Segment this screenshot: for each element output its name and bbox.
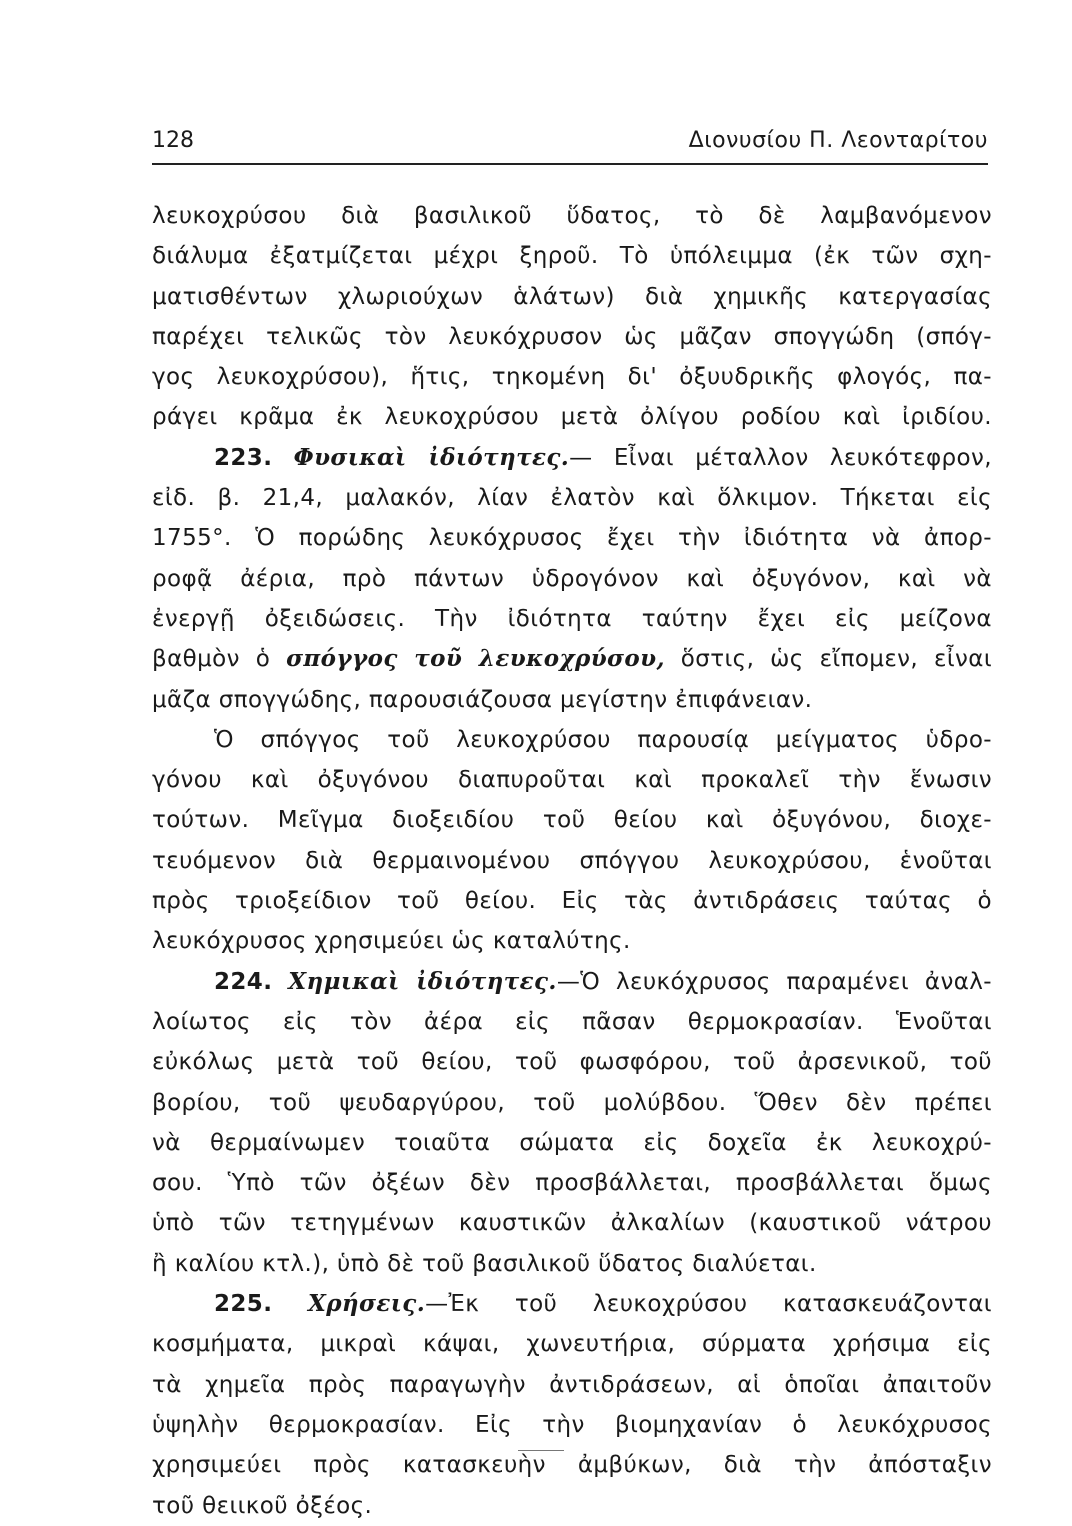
text-line: παρέχει τελικῶς τὸν λευκόχρυσον ὡς μᾶζαν σπογγώδη (σπόγ- [152, 323, 992, 350]
text-span: —Ὁ λευκόχρυσος παραμένει ἀναλ- [556, 968, 993, 995]
section-225-heading-line [152, 1284, 992, 1324]
section-number: 225. [214, 1291, 273, 1318]
text-line: λευκόχρυσος χρησιμεύει ὡς καταλύτης. [152, 928, 631, 955]
text-line: πρὸς τριοξείδιον τοῦ θείου. Εἰς τὰς ἀντιδράσεις ταύτας ὁ [152, 888, 992, 915]
text-line: ματισθέντων χλωριούχων ἁλάτων) διὰ χημικῆς κατεργασίας [152, 283, 992, 310]
section-title: Χημικαὶ ἰδιότητες. [288, 967, 557, 995]
emphasized-term: σπόγγος τοῦ λευκοχρύσου, [286, 645, 665, 673]
text-line: εὐκόλως μετὰ τοῦ θείου, τοῦ φωσφόρου, τοῦ ἀρσενικοῦ, τοῦ [152, 1049, 992, 1076]
text-line [152, 639, 992, 679]
text-line: ἢ καλίου κτλ.), ὑπὸ δὲ τοῦ βασιλικοῦ ὕδατος διαλύεται. [152, 1250, 817, 1277]
text-line: χρησιμεύει πρὸς κατασκευὴν ἀμβύκων, διὰ τὴν ἀπόσταξιν [152, 1452, 992, 1479]
text-line: λευκοχρύσου διὰ βασιλικοῦ ὕδατος, τὸ δὲ λαμβανόμενον [152, 203, 992, 229]
section-224-heading-line [152, 962, 992, 1002]
text-line: κοσμήματα, μικραὶ κάψαι, χωνευτήρια, σύρματα χρήσιμα εἰς [152, 1331, 992, 1358]
text-line: ὑψηλὴν θερμοκρασίαν. Εἰς τὴν βιομηχανίαν ὁ λευκόχρυσος [152, 1411, 992, 1438]
text-span: ὅστις, ὡς εἴπομεν, εἶναι [664, 646, 992, 673]
text-line: τὰ χημεῖα πρὸς παραγωγὴν ἀντιδράσεων, αἱ ὁποῖαι ἀπαιτοῦν [152, 1371, 992, 1398]
text-line: ὑπὸ τῶν τετηγμένων καυστικῶν ἀλκαλίων (καυστικοῦ νάτρου [152, 1210, 992, 1237]
running-head: Διονυσίου Π. Λεονταρίτου [688, 128, 988, 153]
text-line: σου. Ὑπὸ τῶν ὀξέων δὲν προσβάλλεται, προσβάλλεται ὅμως [152, 1170, 992, 1197]
text-line: μᾶζα σπογγώδης, παρουσιάζουσα μεγίστην ἐπιφάνειαν. [152, 686, 813, 713]
page-header [152, 128, 988, 160]
section-title: Χρήσεις. [307, 1290, 426, 1318]
page-number: 128 [152, 128, 194, 153]
text-line: Ὁ σπόγγος τοῦ λευκοχρύσου παρουσίᾳ μείγματος ὑδρο- [214, 726, 992, 753]
text-line: διάλυμα ἐξατμίζεται μέχρι ξηροῦ. Τὸ ὑπόλειμμα (ἐκ τῶν σχη- [152, 243, 992, 270]
text-line: ράγει κρᾶμα ἐκ λευκοχρύσου μετὰ ὀλίγου ροδίου καὶ ἰριδίου. [152, 404, 992, 431]
text-line: νὰ θερμαίνωμεν τοιαῦτα σώματα εἰς δοχεῖα ἐκ λευκοχρύ- [152, 1129, 992, 1156]
text-span: —Ἐκ τοῦ λευκοχρύσου κατασκευάζονται [425, 1291, 992, 1318]
text-line: 1755°. Ὁ πορώδης λευκόχρυσος ἔχει τὴν ἰδιότητα νὰ ἀπορ- [152, 525, 992, 552]
text-line: ἐνεργῇ ὀξειδώσεις. Τὴν ἰδιότητα ταύτην ἔχει εἰς μείζονα [152, 605, 992, 632]
section-number: 224. [214, 968, 273, 995]
section-title: Φυσικαὶ ἰδιότητες. [293, 443, 570, 471]
section-223-heading-line [152, 438, 992, 478]
text-line: τούτων. Μεῖγμα διοξειδίου τοῦ θείου καὶ ὀξυγόνου, διοχε- [152, 807, 992, 834]
text-span: βαθμὸν ὁ [152, 646, 287, 673]
text-line: βορίου, τοῦ ψευδαργύρου, τοῦ μολύβδου. Ὅθεν δὲν πρέπει [152, 1089, 992, 1116]
header-rule [152, 163, 988, 165]
footer-rule [518, 1450, 564, 1451]
body-text [152, 196, 992, 1526]
text-line: γος λευκοχρύσου), ἥτις, τηκομένη δι' ὀξυυδρικῆς φλογός, πα- [152, 364, 992, 391]
text-line: ροφᾷ ἀέρια, πρὸ πάντων ὑδρογόνον καὶ ὀξυγόνον, καὶ νὰ [152, 565, 992, 592]
text-line: εἰδ. β. 21,4, μαλακόν, λίαν ἐλατὸν καὶ ὅλκιμον. Τήκεται εἰς [152, 485, 992, 512]
text-line: τευόμενον διὰ θερμαινομένου σπόγγου λευκοχρύσου, ἑνοῦται [152, 847, 992, 874]
text-line: λοίωτος εἰς τὸν ἀέρα εἰς πᾶσαν θερμοκρασίαν. Ἑνοῦται [152, 1008, 992, 1035]
text-span: — Εἶναι μέταλλον λευκότεφρον, [569, 444, 992, 471]
text-line: γόνου καὶ ὀξυγόνου διαπυροῦται καὶ προκαλεῖ τὴν ἕνωσιν [152, 767, 992, 794]
section-number: 223. [214, 444, 273, 471]
text-line: τοῦ θειικοῦ ὀξέος. [152, 1492, 373, 1519]
